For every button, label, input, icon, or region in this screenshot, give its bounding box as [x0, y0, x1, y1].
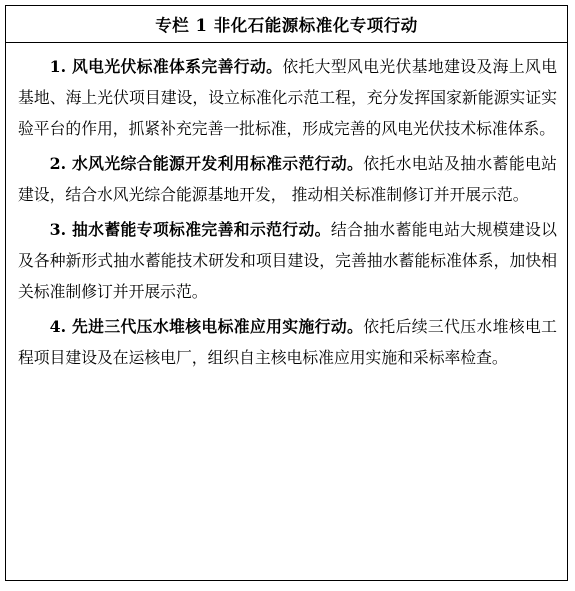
action-item-3	[18, 214, 557, 307]
box-title-row	[6, 6, 567, 43]
action-item-3-body: 结合抽水蓄能电站大规模建设以及各种新形式抽水蓄能技术研发和项目建设，完善抽水蓄能标准体系，加快相关标准制修订并开展示范。	[18, 220, 557, 301]
box-content	[6, 43, 567, 373]
action-item-1-body: 依托大型风电光伏基地建设及海上风电基地、海上光伏项目建设，设立标准化示范工程，充分发挥国家新能源实证实验平台的作用，抓紧补充完善一批标准，形成完善的风电光伏技术标准体系。	[18, 57, 557, 138]
action-item-3-heading: 3. 抽水蓄能专项标准完善和示范行动。	[49, 220, 331, 239]
action-item-1-heading: 1. 风电光伏标准体系完善行动。	[49, 57, 283, 76]
action-item-4	[18, 311, 557, 373]
action-item-4-heading: 4. 先进三代压水堆核电标准应用实施行动。	[49, 317, 364, 336]
action-item-2	[18, 148, 557, 210]
action-item-1	[18, 51, 557, 144]
action-item-2-heading: 2. 水风光综合能源开发利用标准示范行动。	[49, 154, 364, 173]
action-item-4-body: 依托后续三代压水堆核电工程项目建设及在运核电厂，组织自主核电标准应用实施和采标率检查。	[18, 317, 557, 367]
feature-box	[5, 5, 568, 581]
box-title: 专栏 1 非化石能源标准化专项行动	[155, 16, 418, 35]
action-item-2-body: 依托水电站及抽水蓄能电站建设，结合水风光综合能源基地开发， 推动相关标准制修订并开展示范。	[18, 154, 557, 204]
